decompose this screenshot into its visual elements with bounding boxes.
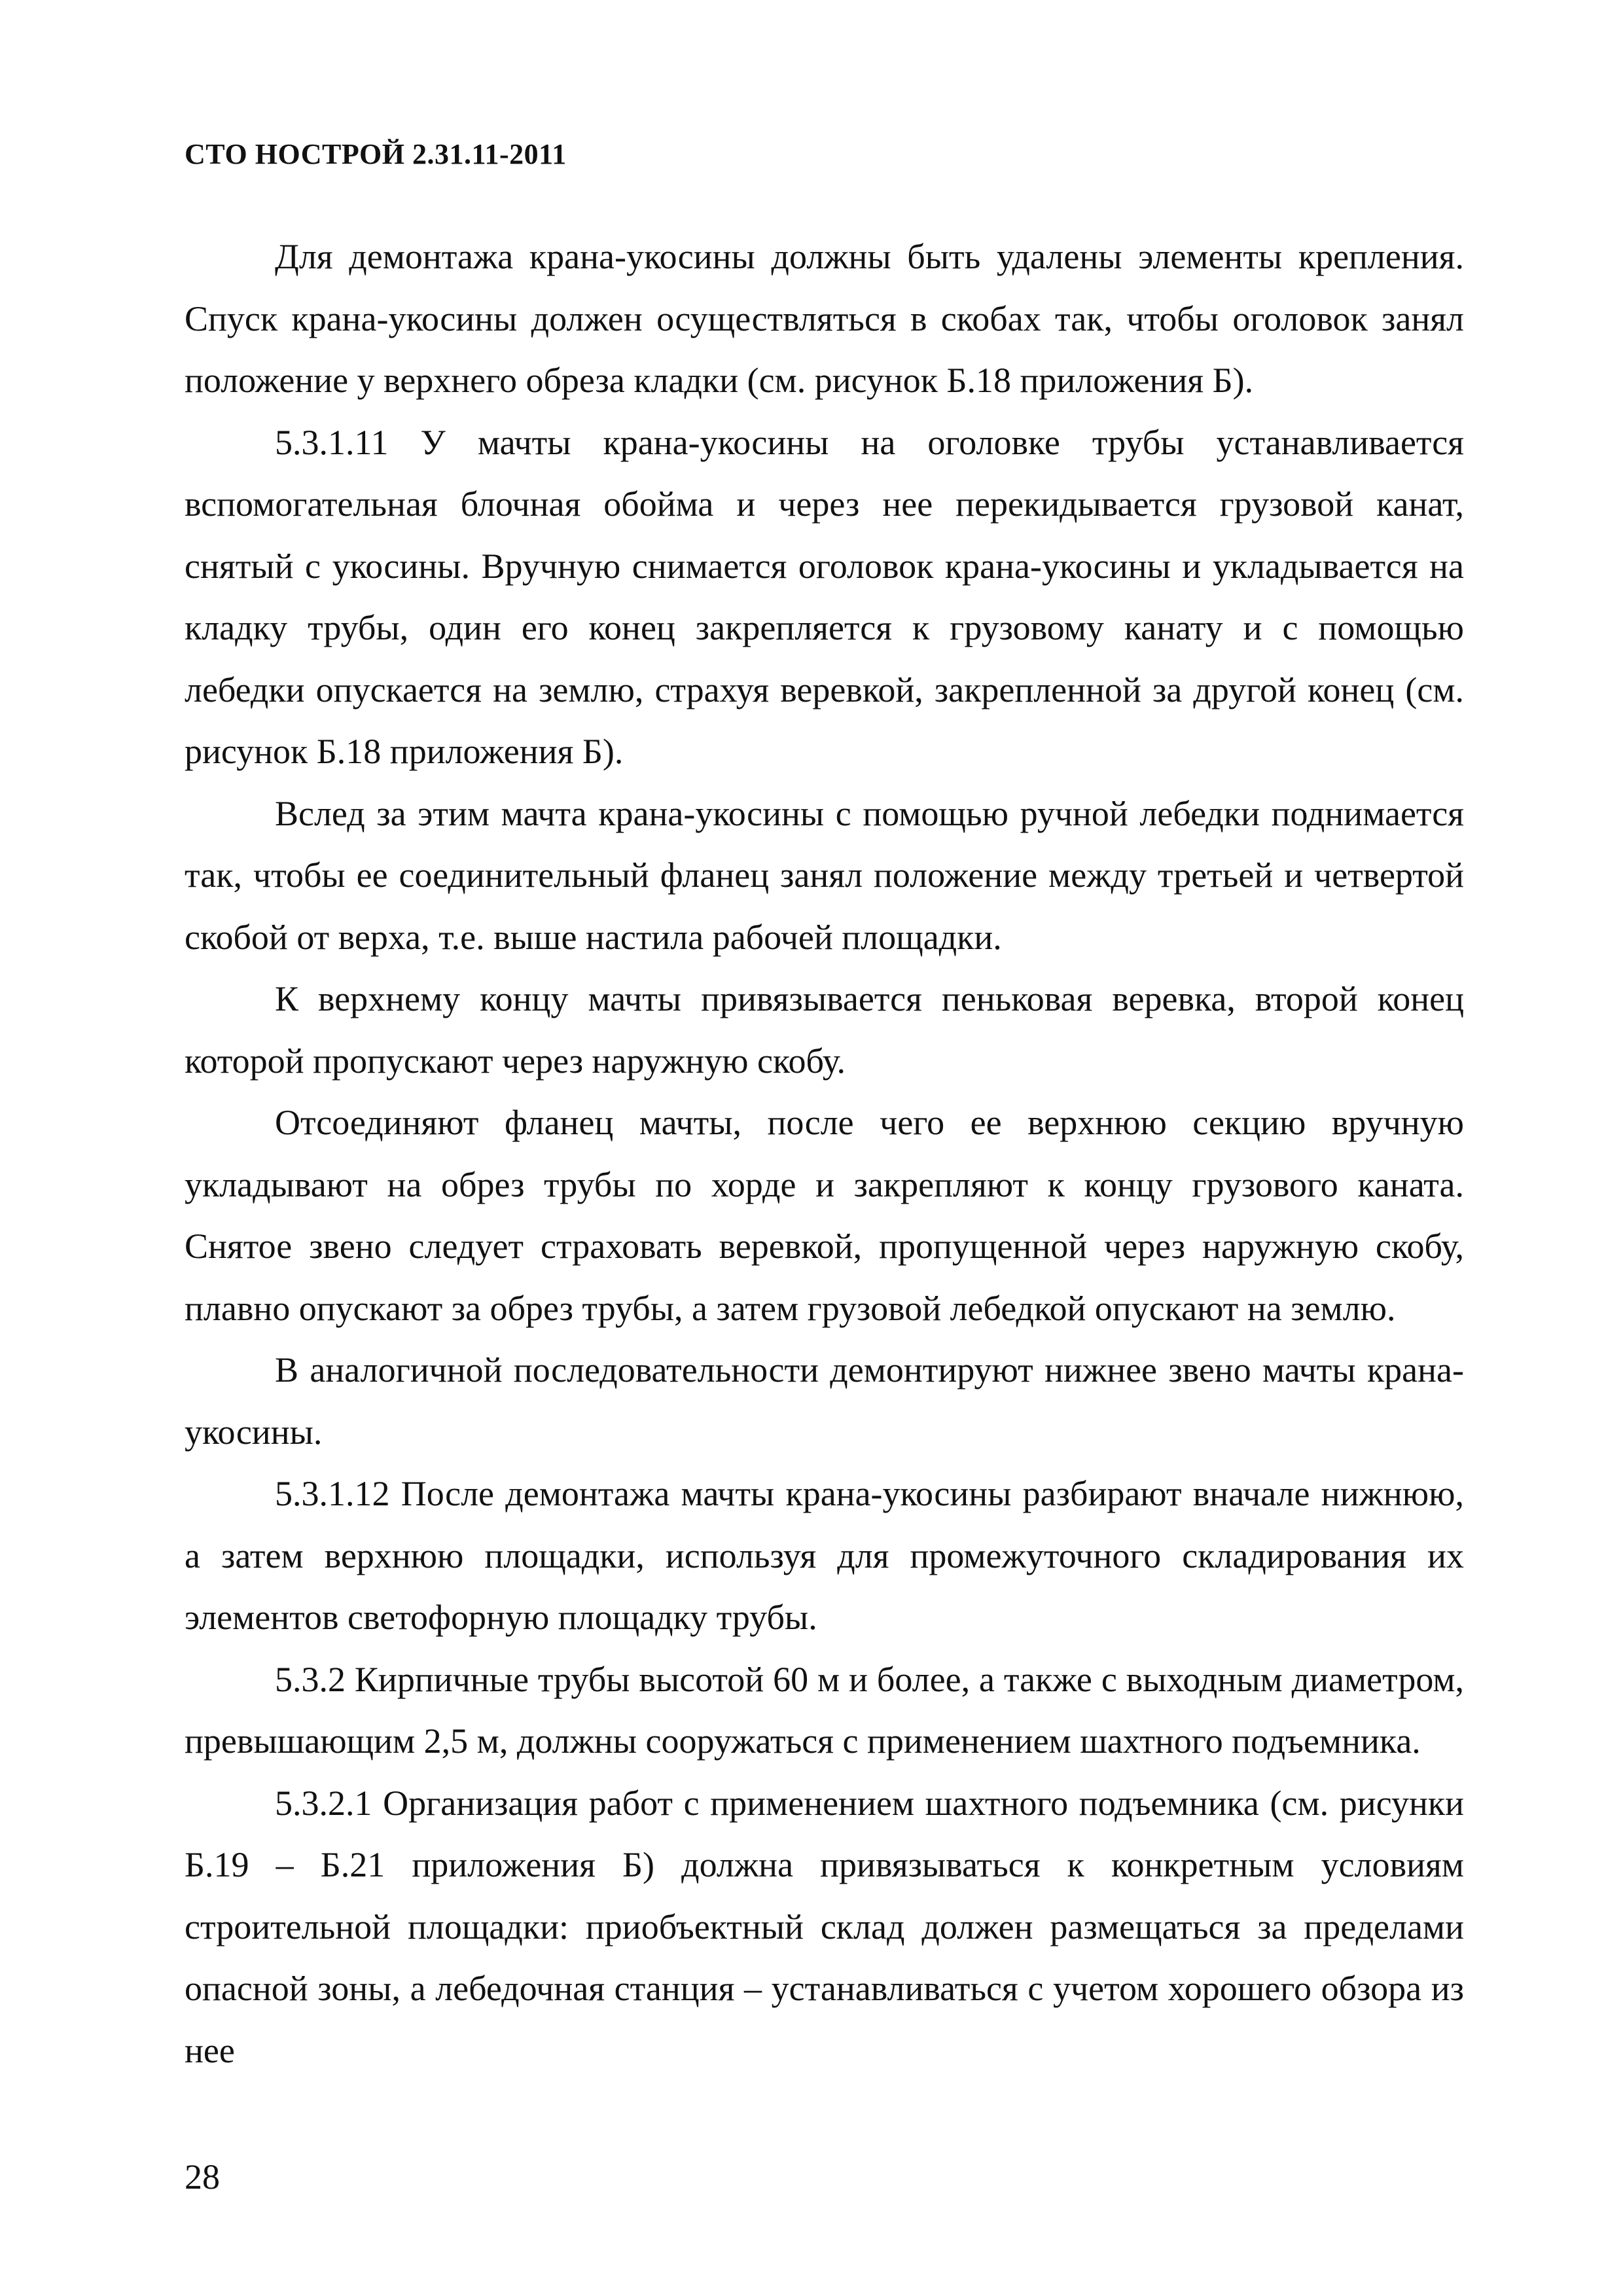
paragraph-5-3-2-1: 5.3.2.1 Организация работ с применением шахтного подъемника (см. рисунки Б.19 – Б.21 приложения Б) должна привязываться к конкретным условиям строительной площадки: приобъектный склад должен размещаться за пределами опасной зоны, а лебедочная станция – устанавливаться с учетом хорошего обзора из нее [185, 1783, 1464, 2070]
paragraph-lower-section: В аналогичной последовательности демонтируют нижнее звено мачты крана-укосины. [185, 1350, 1464, 1452]
document-header: СТО НОСТРОЙ 2.31.11-2011 [185, 138, 567, 170]
paragraph-5-3-1-11: 5.3.1.11 У мачты крана-укосины на оголовке трубы устанавливается вспомогательная блочная обойма и через нее перекидывается грузовой канат, снятый с укосины. Вручную снимается оголовок крана-укосины и укладывается на кладку трубы, один его конец закрепляется к грузовому канату и с помощью лебедки опускается на землю, страхуя веревкой, закрепленной за другой конец (см. рисунок Б.18 приложения Б). [185, 422, 1464, 771]
paragraph-5-3-1-12: 5.3.1.12 После демонтажа мачты крана-укосины разбирают вначале нижнюю, а затем верхнюю площадки, используя для промежуточного складирования их элементов светофорную площадку трубы. [185, 1474, 1464, 1637]
page-number: 28 [185, 2157, 220, 2197]
paragraph-dismantling-elements: Для демонтажа крана-укосины должны быть удалены элементы крепления. Спуск крана-укосины должен осуществляться в скобах так, чтобы оголовок занял положение у верхнего обреза кладки (см. рисунок Б.18 приложения Б). [185, 237, 1464, 400]
document-body [185, 226, 1464, 2081]
paragraph-mast-lifting: Вслед за этим мачта крана-укосины с помощью ручной лебедки поднимается так, чтобы ее соединительный фланец занял положение между третьей и четвертой скобой от верха, т.е. выше настила рабочей площадки. [185, 793, 1464, 957]
paragraph-5-3-2: 5.3.2 Кирпичные трубы высотой 60 м и более, а также с выходным диаметром, превышающим 2,5 м, должны сооружаться с применением шахтного подъемника. [185, 1659, 1464, 1761]
paragraph-hemp-rope: К верхнему концу мачты привязывается пеньковая веревка, второй конец которой пропускают через наружную скобу. [185, 979, 1464, 1081]
paragraph-flange-disconnect: Отсоединяют фланец мачты, после чего ее верхнюю секцию вручную укладывают на обрез трубы по хорде и закрепляют к концу грузового каната. Снятое звено следует страховать веревкой, пропущенной через наружную скобу, плавно опускают за обрез трубы, а затем грузовой лебедкой опускают на землю. [185, 1103, 1464, 1328]
